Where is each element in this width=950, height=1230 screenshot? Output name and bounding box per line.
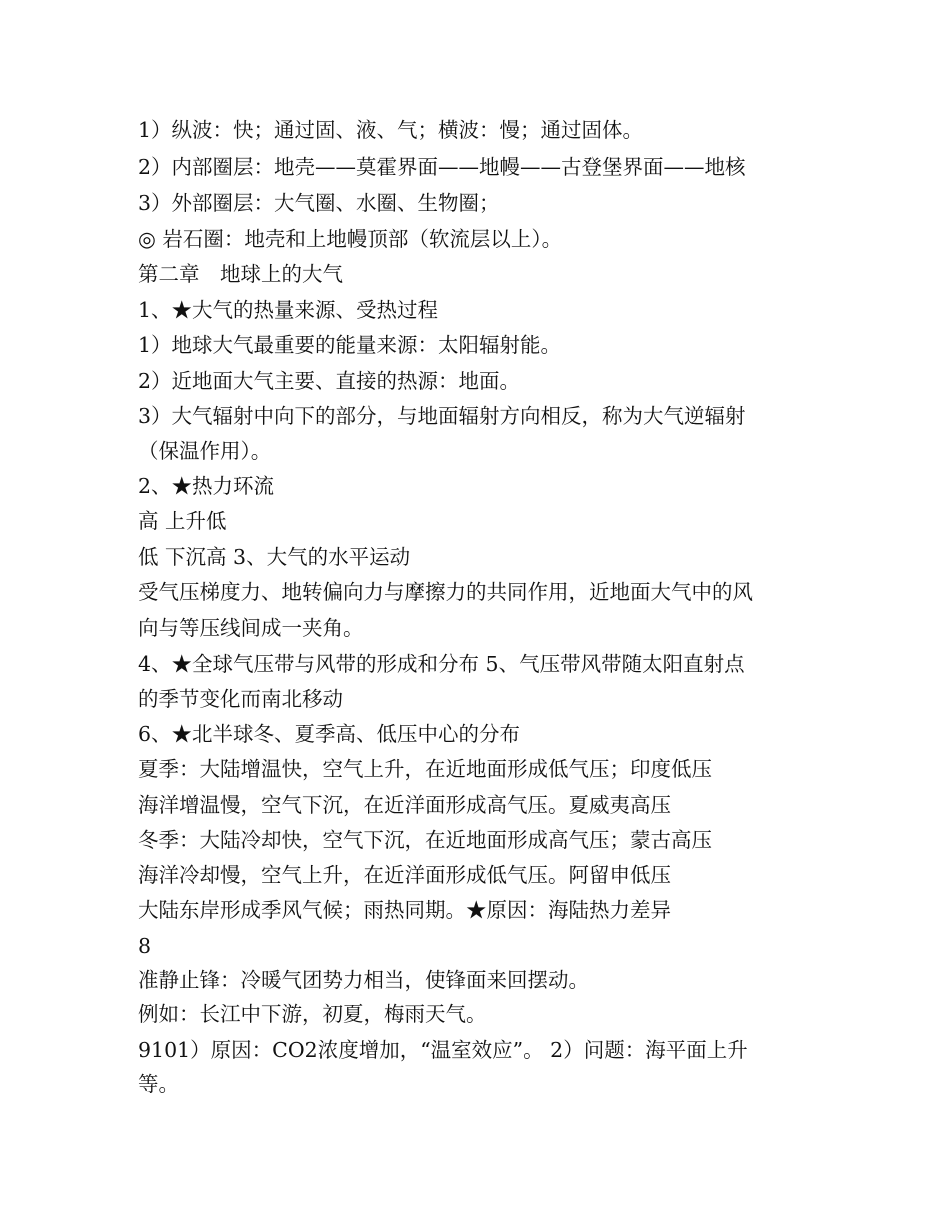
text-line: （保温作用）。 bbox=[138, 439, 272, 463]
text-line: 准静止锋：冷暖气团势力相当，使锋面来回摆动。 bbox=[138, 968, 589, 992]
text-line: 9101）原因：CO2浓度增加，“温室效应”。 2）问题：海平面上升 bbox=[138, 1038, 748, 1062]
text-line: 3）大气辐射中向下的部分，与地面辐射方向相反，称为大气逆辐射 bbox=[138, 404, 746, 428]
text-line: 1）纵波：快；通过固、液、气；横波：慢；通过固体。 bbox=[138, 118, 644, 142]
text-line: 等。 bbox=[138, 1072, 179, 1096]
chapter-heading: 第二章 地球上的大气 bbox=[138, 262, 343, 286]
text-line: 6、★北半球冬、夏季高、低压中心的分布 bbox=[138, 722, 521, 746]
text-line: 向与等压线间成一夹角。 bbox=[138, 616, 364, 640]
text-line: 3）外部圈层：大气圈、水圈、生物圈； bbox=[138, 191, 500, 215]
text-line: 2、★热力环流 bbox=[138, 474, 275, 498]
text-line: 1、★大气的热量来源、受热过程 bbox=[138, 298, 439, 322]
text-line: ◎ 岩石圈：地壳和上地幔顶部（软流层以上）。 bbox=[138, 227, 563, 251]
text-line: 夏季：大陆增温快，空气上升，在近地面形成低气压；印度低压 bbox=[138, 757, 712, 781]
text-line: 海洋冷却慢，空气上升，在近洋面形成低气压。阿留申低压 bbox=[138, 863, 671, 887]
text-line: 8 bbox=[138, 934, 152, 958]
text-line: 4、★全球气压带与风带的形成和分布 5、气压带风带随太阳直射点 bbox=[138, 652, 745, 676]
text-line: 2）近地面大气主要、直接的热源：地面。 bbox=[138, 369, 521, 393]
text-line: 2）内部圈层：地壳——莫霍界面——地幔——古登堡界面——地核 bbox=[138, 155, 746, 179]
text-line: 的季节变化而南北移动 bbox=[138, 687, 343, 711]
text-line: 受气压梯度力、地转偏向力与摩擦力的共同作用，近地面大气中的风 bbox=[138, 580, 753, 604]
text-line: 例如：长江中下游，初夏，梅雨天气。 bbox=[138, 1002, 487, 1026]
text-line: 高 上升低 bbox=[138, 509, 227, 533]
text-line: 大陆东岸形成季风气候；雨热同期。★原因：海陆热力差异 bbox=[138, 898, 671, 922]
text-line: 1）地球大气最重要的能量来源：太阳辐射能。 bbox=[138, 333, 562, 357]
text-line: 低 下沉高 3、大气的水平运动 bbox=[138, 545, 411, 569]
text-line: 冬季：大陆冷却快，空气下沉，在近地面形成高气压；蒙古高压 bbox=[138, 828, 712, 852]
text-line: 海洋增温慢，空气下沉，在近洋面形成高气压。夏威夷高压 bbox=[138, 793, 671, 817]
